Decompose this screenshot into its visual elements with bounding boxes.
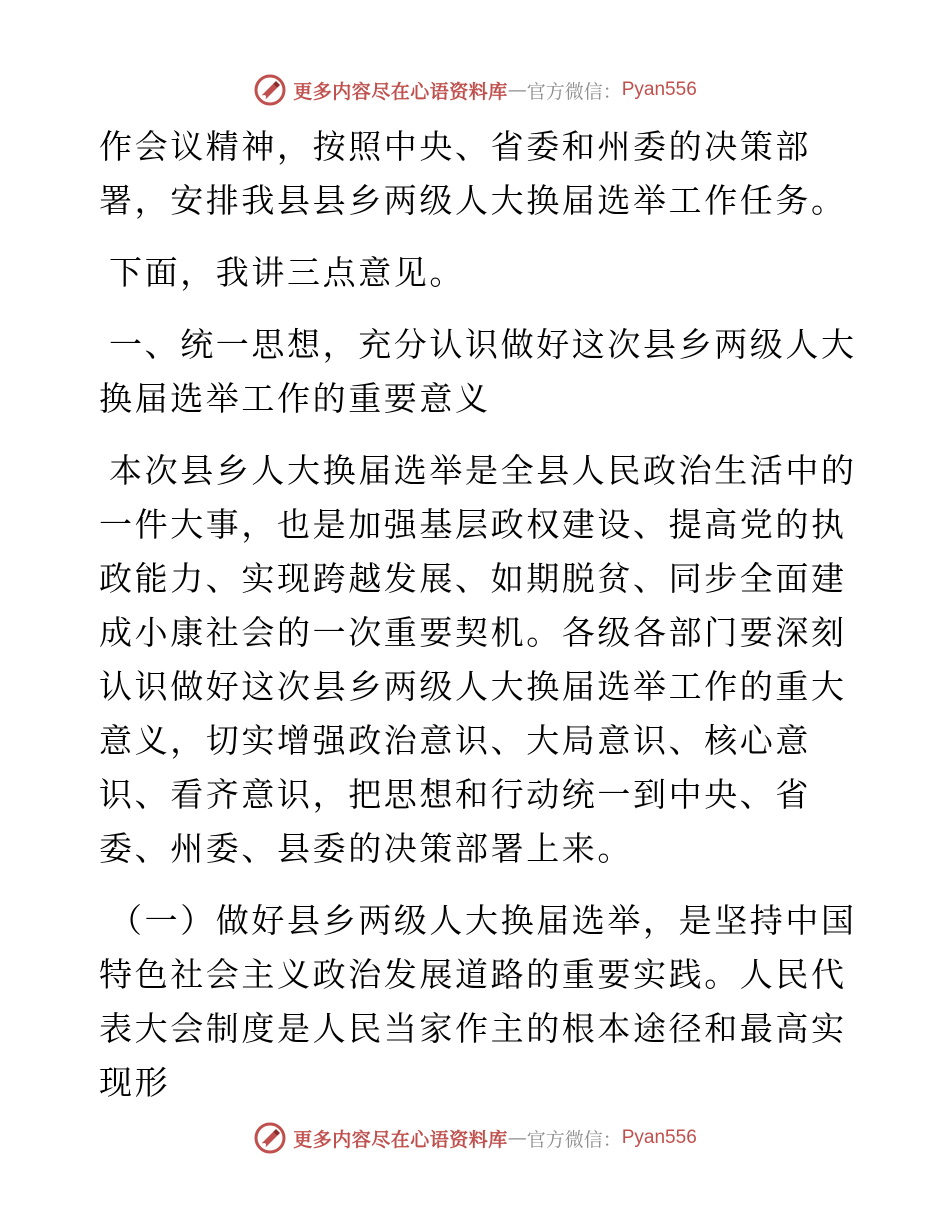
- brand-logo-icon: [253, 1121, 287, 1155]
- brand-logo-icon: [253, 73, 287, 107]
- paragraph-intro: 下面，我讲三点意见。: [109, 253, 465, 292]
- watermark-separator: —: [507, 79, 527, 101]
- watermark-brand-text: 更多内容尽在心语资料库: [293, 80, 508, 103]
- watermark-official-text: 官方微信：: [526, 1128, 622, 1151]
- subsection-heading-1: （一）做好县乡两级人大换届选举，是坚持中国特色社会主义政治发展道路的重要实践。人民代表大会制度是人民当家作主的根本途径和最高实现形: [99, 901, 857, 1102]
- document-body: [99, 120, 859, 1128]
- footer-watermark: [0, 1120, 950, 1156]
- watermark-separator: —: [507, 1127, 527, 1149]
- paragraph-continued: 作会议精神，按照中央、省委和州委的决策部署，安排我县县乡两级人大换届选举工作任务。: [99, 127, 847, 220]
- section-heading-1: 一、统一思想，充分认识做好这次县乡两级人大换届选举工作的重要意义: [99, 325, 857, 418]
- header-watermark: [0, 72, 950, 108]
- watermark-brand-text: 更多内容尽在心语资料库: [293, 1128, 508, 1151]
- watermark-wechat-id: Pyan556: [621, 79, 697, 100]
- paragraph-body: 本次县乡人大换届选举是全县人民政治生活中的一件大事，也是加强基层政权建设、提高党的执政能力、实现跨越发展、如期脱贫、同步全面建成小康社会的一次重要契机。各级各部门要深刻认识做好这次县乡两级人大换届选举工作的重大意义，切实增强政治意识、大局意识、核心意识、看齐意识，把思想和行动统一到中央、省委、州委、县委的决策部署上来。: [99, 451, 857, 868]
- watermark-wechat-id: Pyan556: [621, 1127, 697, 1148]
- watermark-official-text: 官方微信：: [526, 80, 622, 103]
